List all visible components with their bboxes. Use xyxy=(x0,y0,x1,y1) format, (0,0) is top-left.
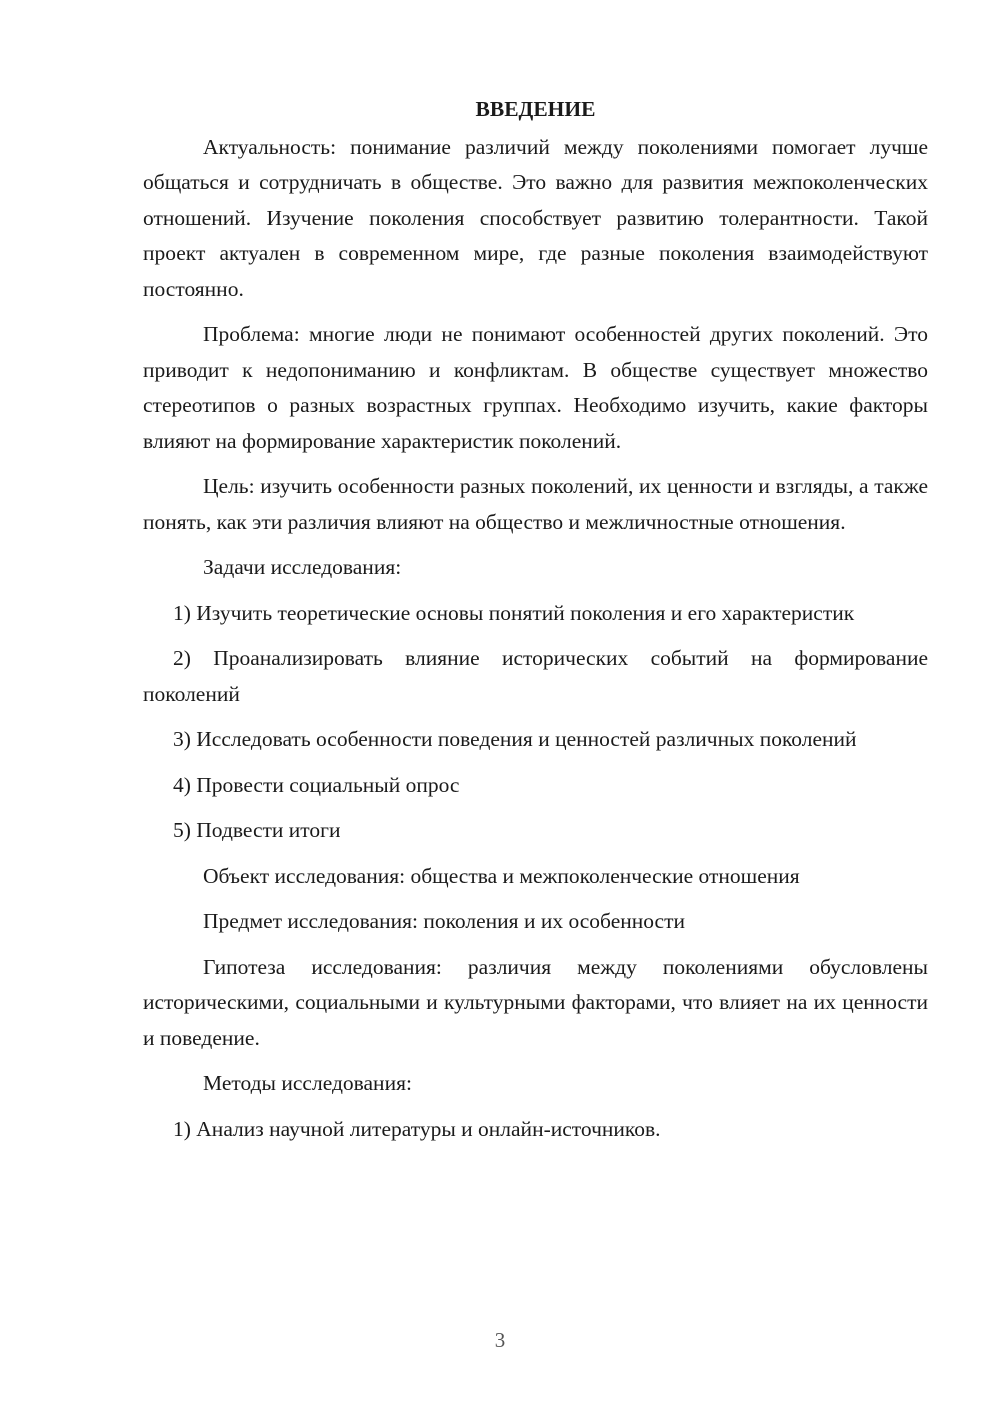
hypothesis-paragraph: Гипотеза исследования: различия между поколениями обусловлены историческими, социальными и культурными факторами, что влияет на их ценности и поведение. xyxy=(143,954,928,1050)
relevance-paragraph: Актуальность: понимание различий между поколениями помогает лучше общаться и сотрудничать в обществе. Это важно для развития межпоколенческих отношений. Изучение поколения способствует развитию толерантности. Такой проект актуален в современном мире, где разные поколения взаимодействуют постоянно. xyxy=(143,134,928,301)
task-item-4: 4) Провести социальный опрос xyxy=(173,772,460,797)
task-item-5: 5) Подвести итоги xyxy=(173,818,341,842)
research-object: Объект исследования: общества и межпоколенческие отношения xyxy=(203,863,800,888)
document-page xyxy=(143,92,928,1157)
research-subject: Предмет исследования: поколения и их особенности xyxy=(203,909,685,933)
task-item-2: 2) Проанализировать влияние исторических событий на формирование поколений xyxy=(143,646,928,706)
task-item-1: 1) Изучить теоретические основы понятий поколения и его характеристик xyxy=(173,600,855,625)
problem-paragraph: Проблема: многие люди не понимают особенностей других поколений. Это приводит к недопониманию и конфликтам. В обществе существует множество стереотипов о разных возрастных группах. Необходимо изучить, какие факторы влияют на формирование характеристик поколений. xyxy=(143,322,928,453)
tasks-heading: Задачи исследования: xyxy=(203,555,402,579)
goal-paragraph: Цель: изучить особенности разных поколений, их ценности и взгляды, а также понять, как эти различия влияют на общество и межличностные отношения. xyxy=(143,474,928,534)
page-number: 3 xyxy=(494,1328,506,1352)
methods-heading: Методы исследования: xyxy=(203,1071,412,1095)
page-title: ВВЕДЕНИЕ xyxy=(475,97,596,121)
method-item-1: 1) Анализ научной литературы и онлайн-источников. xyxy=(173,1116,661,1141)
task-item-3: 3) Исследовать особенности поведения и ценностей различных поколений xyxy=(173,727,857,751)
